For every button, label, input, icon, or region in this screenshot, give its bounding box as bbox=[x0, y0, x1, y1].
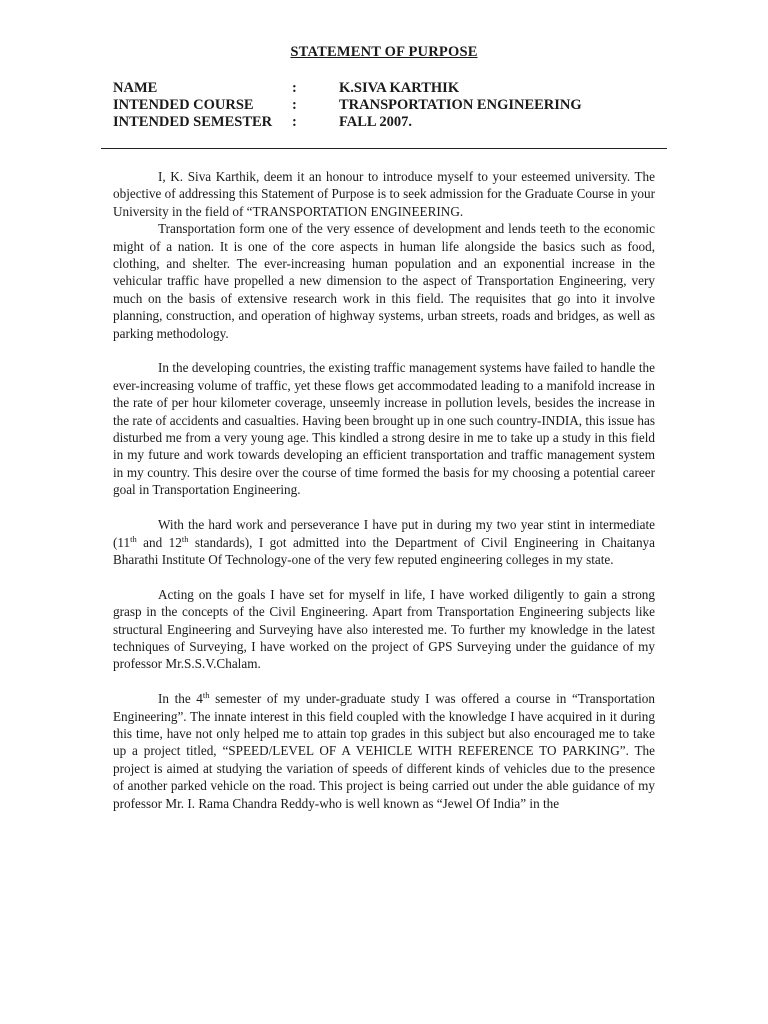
superscript-th-1: th bbox=[130, 533, 137, 544]
paragraph-project-text-b: semester of my under-graduate study I was offered a course in “Transportation Engineering”. The innate interest in this field coupled with the knowledge I have acquired in it during this time, have not only helped me to attain top grades in this subject but also encouraged me to take up a project titled, “SPEED/LEVEL OF A VEHICLE WITH REFERENCE TO PARKING”. The project is aimed at studying the variation of speeds of different kinds of vehicles due to the presence of another parked vehicle on the road. This project is being carried out under the able guidance of my professor Mr. I. Rama Chandra Reddy-who is well known as “Jewel Of India” in the bbox=[113, 691, 655, 811]
statement-body bbox=[113, 168, 655, 812]
intended-course-label: INTENDED COURSE bbox=[113, 97, 254, 113]
paragraph-education-text-a: With the hard work and perseverance I have put in during my two year stint in intermediate (11 bbox=[113, 517, 655, 550]
name-colon: : bbox=[292, 80, 297, 96]
applicant-details bbox=[113, 80, 582, 131]
name-row bbox=[113, 80, 582, 97]
paragraph-project bbox=[113, 690, 655, 812]
paragraph-transportation: Transportation form one of the very essence of development and lends teeth to the economic might of a nation. It is one of the core aspects in human life alongside the basics such as food, clothing, and shelter. The ever-increasing human population and an exponential increase in the vehicular traffic have propelled a new dimension to the aspect of Transportation Engineering, very much on the basis of extensive research work in this field. The requisites that go into it involve planning, construction, and operation of highway systems, urban streets, roads and bridges, as well as parking methodology. bbox=[113, 221, 655, 341]
intended-semester-row bbox=[113, 114, 582, 131]
paragraph-developing-countries: In the developing countries, the existing traffic management systems have failed to handle the ever-increasing volume of traffic, yet these flows get accommodated leading to a manifold increase in the rate of per hour kilometer coverage, unseemly increase in pollution levels, besides the increase in the rate of accidents and casualties. Having been brought up in one such country-INDIA, this issue has disturbed me from a very young age. This kindled a strong desire in me to take up a study in this field in my future and work towards developing an efficient transportation and traffic management system in my country. This desire over the course of time formed the basis for my choosing a potential career goal in Transportation Engineering. bbox=[113, 360, 656, 498]
document-title: STATEMENT OF PURPOSE bbox=[290, 44, 478, 60]
paragraph-project-text-a: In the 4 bbox=[158, 691, 203, 707]
name-value: K.SIVA KARTHIK bbox=[339, 80, 460, 96]
paragraph-education bbox=[113, 516, 655, 568]
paragraph-goals: Acting on the goals I have set for myself in life, I have worked diligently to gain a strong grasp in the concepts of the Civil Engineering. Apart from Transportation Engineering subjects like structural Engineering and Surveying have also interested me. To further my knowledge in the latest techniques of Surveying, I have worked on the project of GPS Surveying under the guidance of my professor Mr.S.S.V.Chalam. bbox=[113, 586, 655, 672]
paragraph-introduction: I, K. Siva Karthik, deem it an honour to introduce myself to your esteemed university. The objective of addressing this Statement of Purpose is to seek admission for the Graduate Course in your University in the field of “TRANSPORTATION ENGINEERING. bbox=[113, 169, 655, 219]
superscript-th-3: th bbox=[202, 690, 210, 701]
superscript-th-2: th bbox=[181, 533, 189, 544]
intended-semester-label: INTENDED SEMESTER bbox=[113, 114, 273, 130]
intended-course-row bbox=[113, 97, 582, 114]
horizontal-divider bbox=[101, 148, 667, 149]
intended-course-value: TRANSPORTATION ENGINEERING bbox=[339, 97, 582, 113]
intended-course-colon: : bbox=[292, 97, 297, 113]
name-label: NAME bbox=[113, 80, 158, 96]
intended-semester-value: FALL 2007. bbox=[339, 114, 413, 130]
intended-semester-colon: : bbox=[292, 114, 297, 130]
paragraph-education-text-b: and 12 bbox=[136, 534, 182, 550]
paragraph-education-text-c: standards), I got admitted into the Department of Civil Engineering in Chaitanya Bharathi Institute Of Technology-one of the very few reputed engineering colleges in my state. bbox=[113, 534, 655, 567]
